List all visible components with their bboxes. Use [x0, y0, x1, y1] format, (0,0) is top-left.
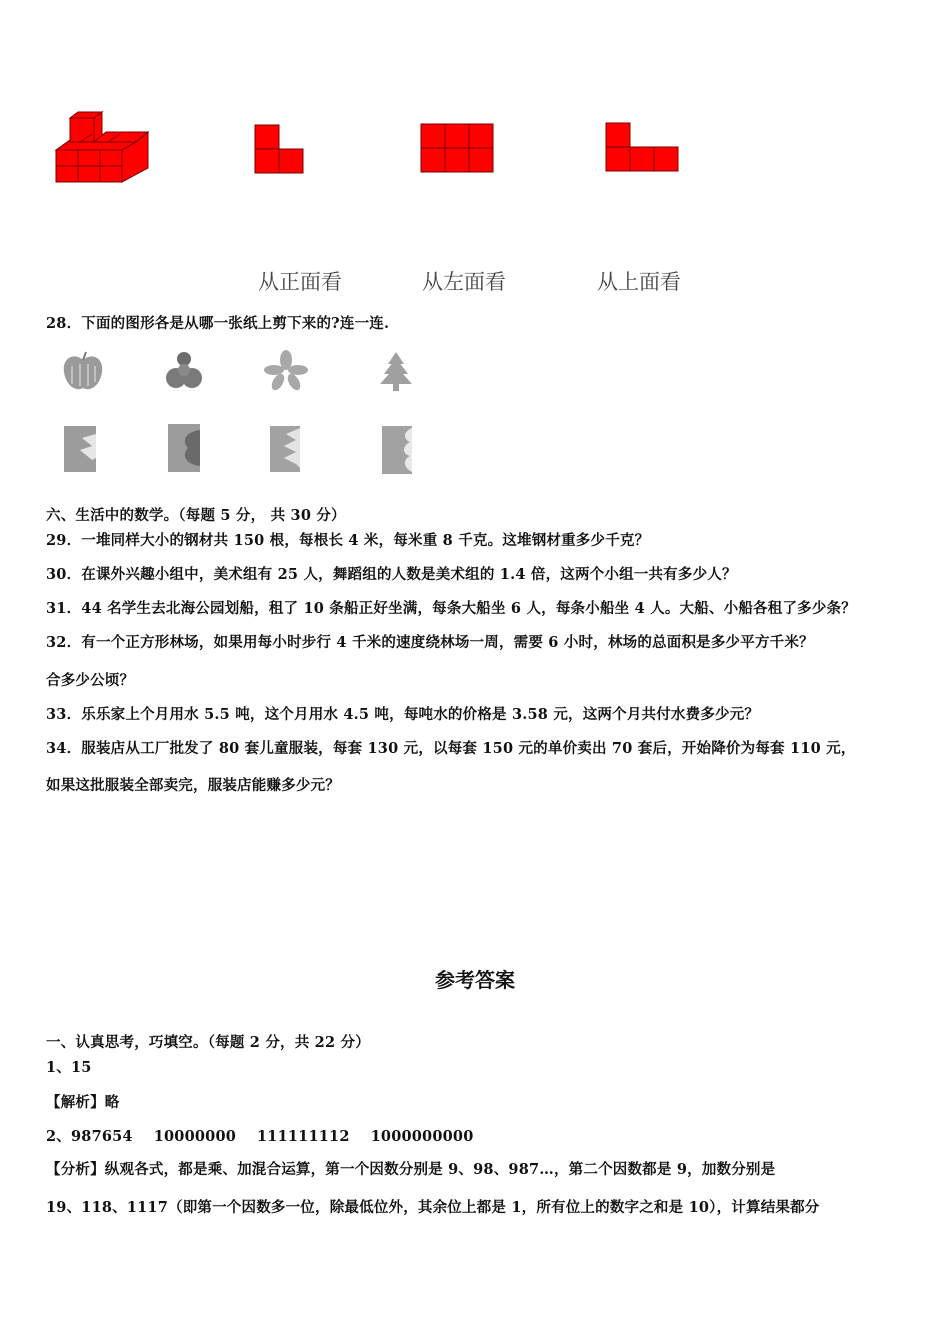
cube-stack-figure — [50, 108, 155, 186]
question-32-cont: 合多少公顷？ — [46, 672, 135, 689]
answer-2: 2、987654 10000000 111111112 1000000000 — [46, 1128, 474, 1145]
view-label-left: 从左面看 — [422, 270, 506, 294]
apple-shape-icon — [60, 350, 106, 394]
gourd-shape-icon — [164, 350, 204, 392]
flower-shape-icon — [264, 350, 308, 392]
question-33: 33．乐乐家上个月用水 5.5 吨，这个月用水 4.5 吨，每吨水的价格是 3.58 元，这两个月共付水费多少元？ — [46, 706, 760, 723]
view-label-top: 从上面看 — [597, 270, 681, 294]
section-6-heading: 六、生活中的数学。（每题 5 分， 共 30 分） — [46, 507, 346, 524]
paper-piece-d-icon — [380, 424, 414, 476]
answer-2-analysis-line-1: 【分析】纵观各式，都是乘、加混合运算，第一个因数分别是 9、98、987…，第二个因数都是 9，加数分别是 — [46, 1161, 776, 1178]
question-31: 31．44 名学生去北海公园划船，租了 10 条船正好坐满，每条大船坐 6 人，每条小船坐 4 人。大船、小船各租了多少条？ — [46, 600, 856, 617]
tree-shape-icon — [376, 350, 416, 392]
left-view-figure — [420, 123, 495, 175]
answers-section-1-heading: 一、认真思考，巧填空。（每题 2 分，共 22 分） — [46, 1034, 370, 1051]
top-view-figure — [605, 122, 680, 174]
question-32: 32．有一个正方形林场，如果用每小时步行 4 千米的速度绕林场一周，需要 6 小时，林场的总面积是多少平方千米？ — [46, 634, 814, 651]
question-34: 34．服装店从工厂批发了 80 套儿童服装，每套 130 元，以每套 150 元的单价卖出 70 套后，开始降价为每套 110 元， — [46, 740, 856, 757]
question-34-cont: 如果这批服装全部卖完，服装店能赚多少元？ — [46, 777, 340, 794]
answers-title: 参考答案 — [435, 968, 515, 992]
paper-piece-a-icon — [62, 424, 98, 474]
question-30: 30．在课外兴趣小组中，美术组有 25 人，舞蹈组的人数是美术组的 1.4 倍，这两个小组一共有多少人？ — [46, 566, 737, 583]
answer-1: 1、15 — [46, 1059, 92, 1076]
front-view-figure — [254, 124, 306, 176]
answer-2-analysis-line-2: 19、118、1117（即第一个因数多一位，除最低位外，其余位上都是 1，所有位上的数字之和是 10），计算结果都分 — [46, 1199, 820, 1216]
paper-piece-c-icon — [268, 424, 302, 474]
paper-piece-b-icon — [166, 422, 202, 474]
question-28: 28．下面的图形各是从哪一张纸上剪下来的?连一连. — [46, 315, 390, 332]
view-label-front: 从正面看 — [258, 270, 342, 294]
answer-1-analysis: 【解析】略 — [46, 1094, 120, 1111]
question-29: 29．一堆同样大小的钢材共 150 根，每根长 4 米，每米重 8 千克。这堆钢材重多少千克？ — [46, 532, 650, 549]
